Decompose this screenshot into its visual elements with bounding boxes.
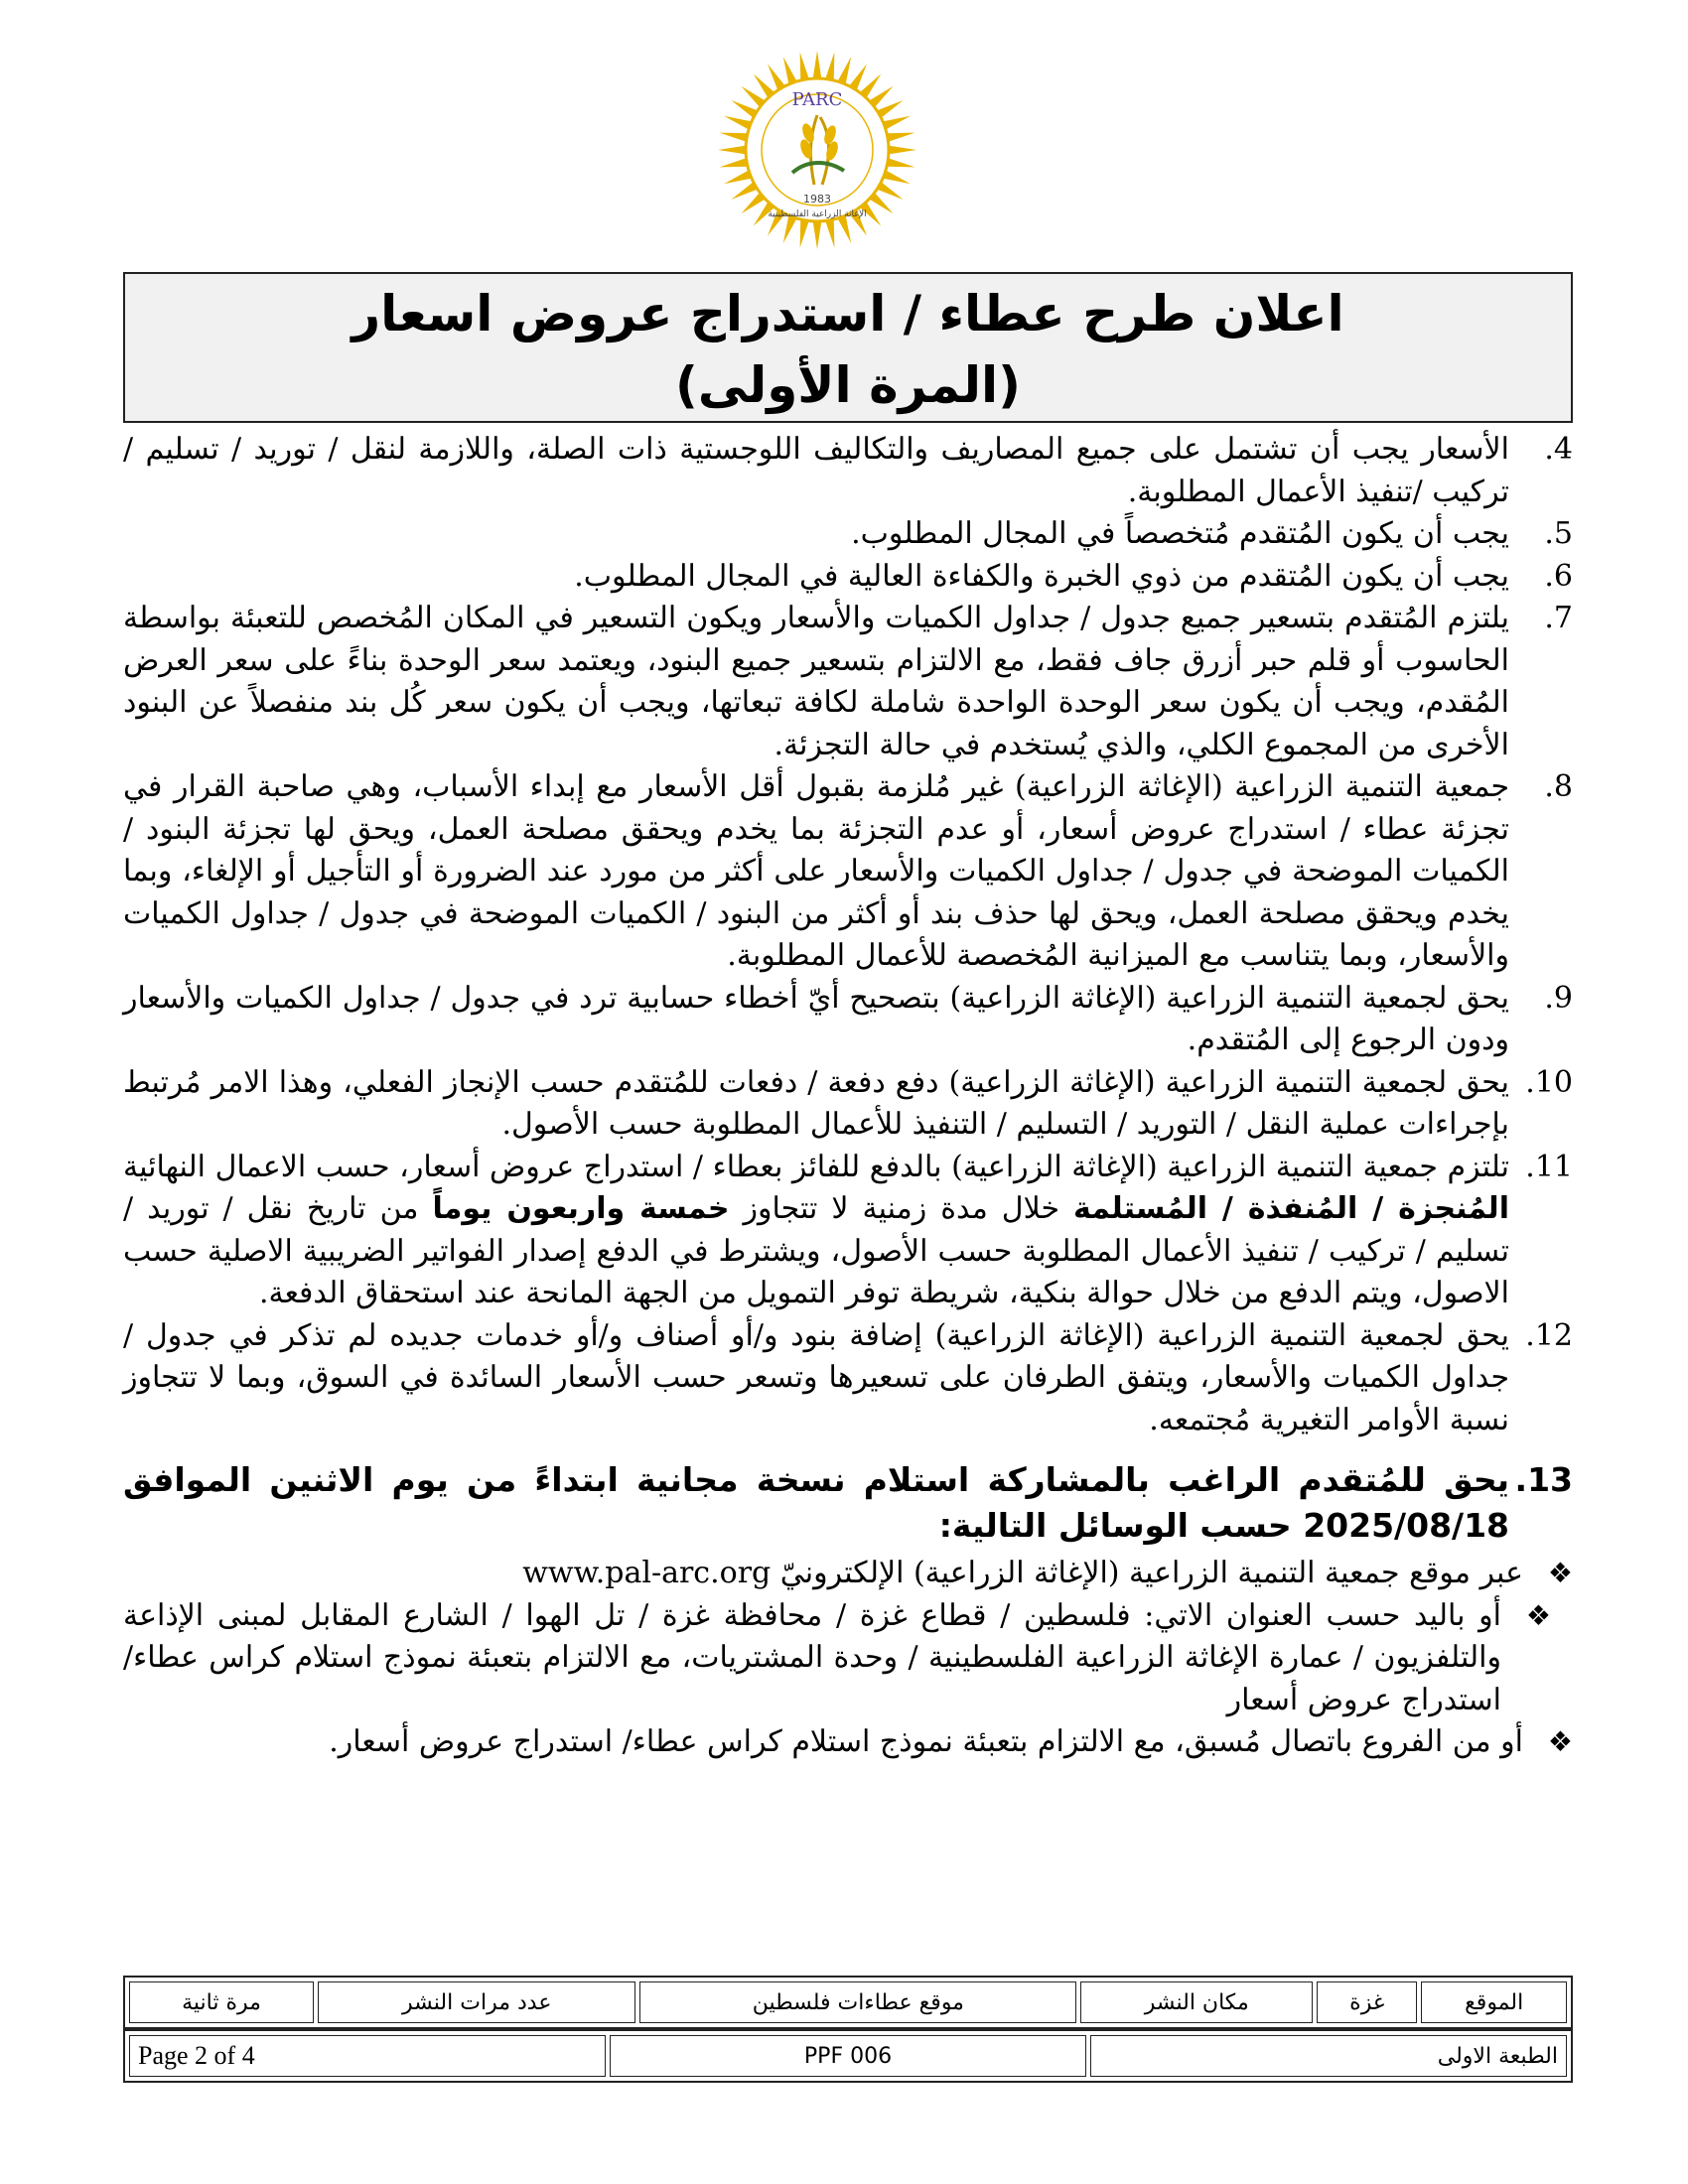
term-item <box>123 556 1573 599</box>
logo-text-top: PARC <box>791 89 843 110</box>
document-info-table <box>123 2029 1573 2083</box>
term-number: 6. <box>1544 558 1573 594</box>
footer-cell: غزة <box>1317 1981 1417 2023</box>
term-item <box>123 1457 1573 1549</box>
term-item <box>123 978 1573 1062</box>
title-line-2: (المرة الأولى) <box>675 356 1021 414</box>
terms-list <box>123 429 1573 1764</box>
term-number: 9. <box>1544 980 1573 1016</box>
publication-info-table <box>123 1976 1573 2029</box>
footer-cell: مرة ثانية <box>129 1981 314 2023</box>
term-bold-text: المُنجزة / المُنفذة / المُستلمة <box>1073 1191 1509 1226</box>
term-number: 13. <box>1514 1460 1573 1499</box>
term-item <box>123 598 1573 766</box>
diamond-bullet-icon: ❖ <box>1547 1557 1573 1589</box>
term-item <box>123 429 1573 513</box>
term-text: الأسعار يجب أن تشتمل على جميع المصاريف والتكاليف اللوجستية ذات الصلة، واللازمة لنقل / توريد / تسليم / تركيب /تنفيذ الأعمال المطلوبة. <box>123 432 1509 509</box>
term-item <box>123 513 1573 556</box>
logo-text-bottom: الإغاثة الزراعية الفلسطينية <box>768 209 867 219</box>
term-number: 10. <box>1525 1064 1573 1100</box>
bullet-text: عبر موقع جمعية التنمية الزراعية (الإغاثة الزراعية) الإلكترونيّ www.pal-arc.org <box>522 1556 1523 1590</box>
term-text: جمعية التنمية الزراعية (الإغاثة الزراعية) غير مُلزمة بقبول أقل الأسعار مع إبداء الأسباب، وهي صاحبة القرار في تجزئة عطاء / استدراج عروض أسعار، أو عدم التجزئة بما يخدم ويحقق مصلحة العمل، ويحق لها تجزئة البنود / الكميات الموضحة في جدول / جداول الكميات والأسعار على أكثر من مورد عند الضرورة أو التأجيل أو الإلغاء، وبما يخدم ويحقق مصلحة العمل، ويحق لها حذف بند أو أكثر من البنود / الكميات الموضحة في جدول / جداول الكميات والأسعار، وبما يتناسب مع الميزانية المُخصصة للأعمال المطلوبة. <box>123 769 1509 973</box>
bullet-text: أو من الفروع باتصال مُسبق، مع الالتزام بتعبئة نموذج استلام كراس عطاء/ استدراج عروض أسعار. <box>329 1724 1523 1759</box>
footer-cell: مكان النشر <box>1080 1981 1313 2023</box>
footer-cell: موقع عطاءات فلسطين <box>639 1981 1076 2023</box>
term-number: 12. <box>1525 1317 1573 1353</box>
page-number-cell: Page 2 of 4 <box>129 2035 606 2077</box>
edition-cell: الطبعة الاولى <box>1090 2035 1567 2077</box>
diamond-bullet-icon: ❖ <box>1525 1598 1551 1632</box>
term-text: يحق للمُتقدم الراغب بالمشاركة استلام نسخة مجانية ابتداءً من يوم الاثنين الموافق 2025/08/18 حسب الوسائل التالية: <box>123 1460 1509 1545</box>
term-number: 5. <box>1544 516 1573 551</box>
term-item <box>123 1315 1573 1442</box>
term-text: يلتزم المُتقدم بتسعير جميع جدول / جداول الكميات والأسعار ويكون التسعير في المكان المُخصص للتعبئة بواسطة الحاسوب أو قلم حبر أزرق جاف فقط، مع الالتزام بتسعير جميع البنود، ويعتمد سعر الوحدة بناءً على سعر العرض المُقدم، ويجب أن يكون سعر الوحدة الواحدة شاملة لكافة تبعاتها، ويجب أن يكون سعر كُل بند منفصلاً عن البنود الأخرى من المجموع الكلي، والذي يُستخدم في حالة التجزئة. <box>123 601 1509 762</box>
term-text-part: خلال مدة زمنية لا تتجاوز <box>729 1191 1074 1226</box>
footer-cell: عدد مرات النشر <box>318 1981 635 2023</box>
diamond-bullet-icon: ❖ <box>1547 1725 1573 1758</box>
term-item <box>123 1147 1573 1315</box>
announcement-title-box <box>123 272 1573 423</box>
term-text: يحق لجمعية التنمية الزراعية (الإغاثة الزراعية) بتصحيح أيّ أخطاء حسابية ترد في جدول / جداول الكميات والأسعار ودون الرجوع إلى المُتقدم. <box>123 980 1509 1057</box>
title-line-1: اعلان طرح عطاء / استدراج عروض اسعار <box>352 285 1344 342</box>
bullet-item <box>123 1553 1573 1595</box>
term-bold-text: خمسة واربعون يوماً <box>432 1191 730 1226</box>
term-item <box>123 1062 1573 1147</box>
term-number: 8. <box>1544 769 1573 804</box>
term-text: يحق لجمعية التنمية الزراعية (الإغاثة الزراعية) إضافة بنود و/أو أصناف و/أو خدمات جديده لم تذكر في جدول / جداول الكميات والأسعار، ويتفق الطرفان على تسعيرها وتسعر حسب الأسعار السائدة في السوق، وبما لا تتجاوز نسبة الأوامر التغيرية مُجتمعه. <box>123 1317 1509 1437</box>
bullet-item <box>123 1595 1573 1722</box>
term-number: 4. <box>1544 432 1573 467</box>
term-item <box>123 766 1573 978</box>
delivery-methods <box>123 1553 1573 1764</box>
term-text-part: تلتزم جمعية التنمية الزراعية (الإغاثة الزراعية) بالدفع للفائز بعطاء / استدراج عروض أسعار، حسب الاعمال النهائية <box>123 1149 1509 1184</box>
parc-logo <box>713 46 921 254</box>
term-number: 7. <box>1544 601 1573 635</box>
term-number: 11. <box>1525 1149 1573 1184</box>
term-text: يحق لجمعية التنمية الزراعية (الإغاثة الزراعية) دفع دفعة / دفعات للمُتقدم حسب الإنجاز الفعلي، وهذا الامر مُرتبط بإجراءات عملية النقل / التوريد / التسليم / التنفيذ للأعمال المطلوبة حسب الأصول. <box>123 1064 1509 1142</box>
logo-year: 1983 <box>803 193 831 205</box>
term-text <box>123 1147 1509 1315</box>
footer-cell: الموقع <box>1421 1981 1567 2023</box>
form-code-cell: PPF 006 <box>610 2035 1086 2077</box>
term-text: يجب أن يكون المُتقدم من ذوي الخبرة والكفاءة العالية في المجال المطلوب. <box>574 558 1509 594</box>
term-text: يجب أن يكون المُتقدم مُتخصصاً في المجال المطلوب. <box>851 516 1509 551</box>
bullet-text: أو باليد حسب العنوان الاتي: فلسطين / قطاع غزة / محافظة غزة / تل الهوا / الشارع المقابل لمبنى الإذاعة والتلفزيون / عمارة الإغاثة الزراعية الفلسطينية / وحدة المشتريات، مع الالتزام بتعبئة نموذج استلام كراس عطاء/ استدراج عروض أسعار <box>123 1597 1501 1717</box>
term-text-part: من تاريخ نقل / توريد / تسليم / تركيب / تنفيذ الأعمال المطلوبة حسب الأصول، ويشترط في الدفع إصدار الفواتير الضريبية الاصلية حسب الاصول، ويتم الدفع من خلال حوالة بنكية، شريطة توفر التمويل من الجهة المانحة عند استحقاق الدفعة. <box>123 1191 1509 1310</box>
bullet-item <box>123 1721 1573 1764</box>
